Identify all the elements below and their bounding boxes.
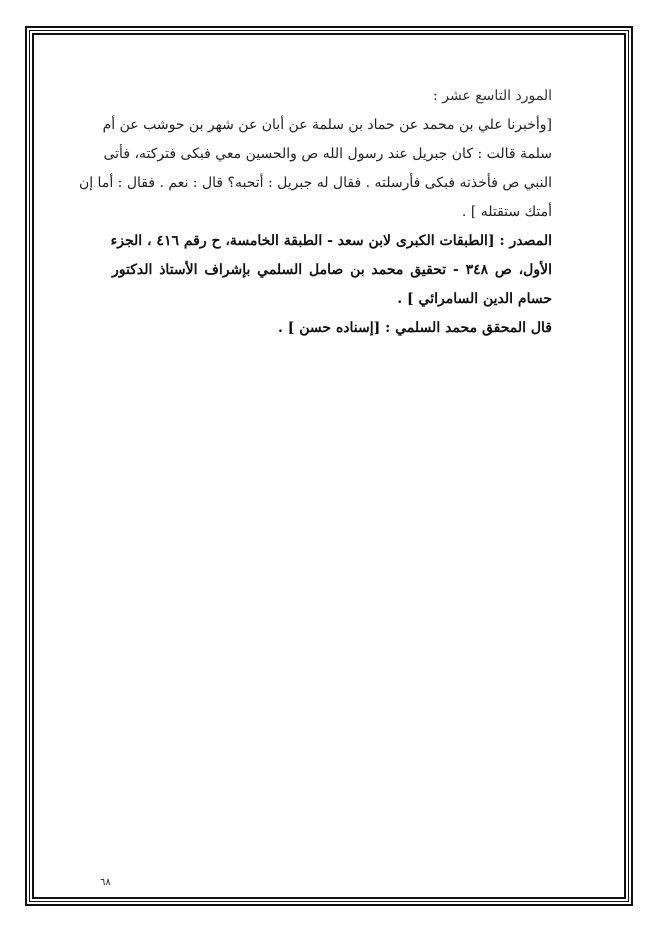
page-content xyxy=(78,82,552,343)
source-line: الأول، ص ٣٤٨ - تحقيق محمد بن صامل السلمي بإشراف الأستاذ الدكتور xyxy=(112,262,552,278)
verifier-verdict: قال المحقق محمد السلمي : [إسناده حسن ] . xyxy=(278,320,552,336)
section-heading: المورد التاسع عشر : xyxy=(433,88,552,104)
page-number: ٦٨ xyxy=(100,877,111,888)
source-paragraph xyxy=(112,227,552,314)
narration-line: سلمة قالت : كان جبريل عند رسول الله ص والحسين معي فبكى فتركته، فأتى xyxy=(103,146,552,162)
narration-line: النبي ص فأخذته فبكى فأرسلته . فقال له جبريل : أتحبه؟ قال : نعم . فقال : أما إن xyxy=(78,175,552,191)
source-line: المصدر : [الطبقات الكبرى لابن سعد - الطبقة الخامسة، ح رقم ٤١٦ ، الجزء xyxy=(110,233,552,249)
source-line: حسام الدين السامرائي ] . xyxy=(397,291,552,307)
narration-line: [وأخبرنا علي بن محمد عن حماد بن سلمة عن أبان عن شهر بن حوشب عن أم xyxy=(102,117,552,133)
narration-line: أمتك ستقتله ] . xyxy=(461,204,552,220)
narration-paragraph xyxy=(78,111,552,227)
